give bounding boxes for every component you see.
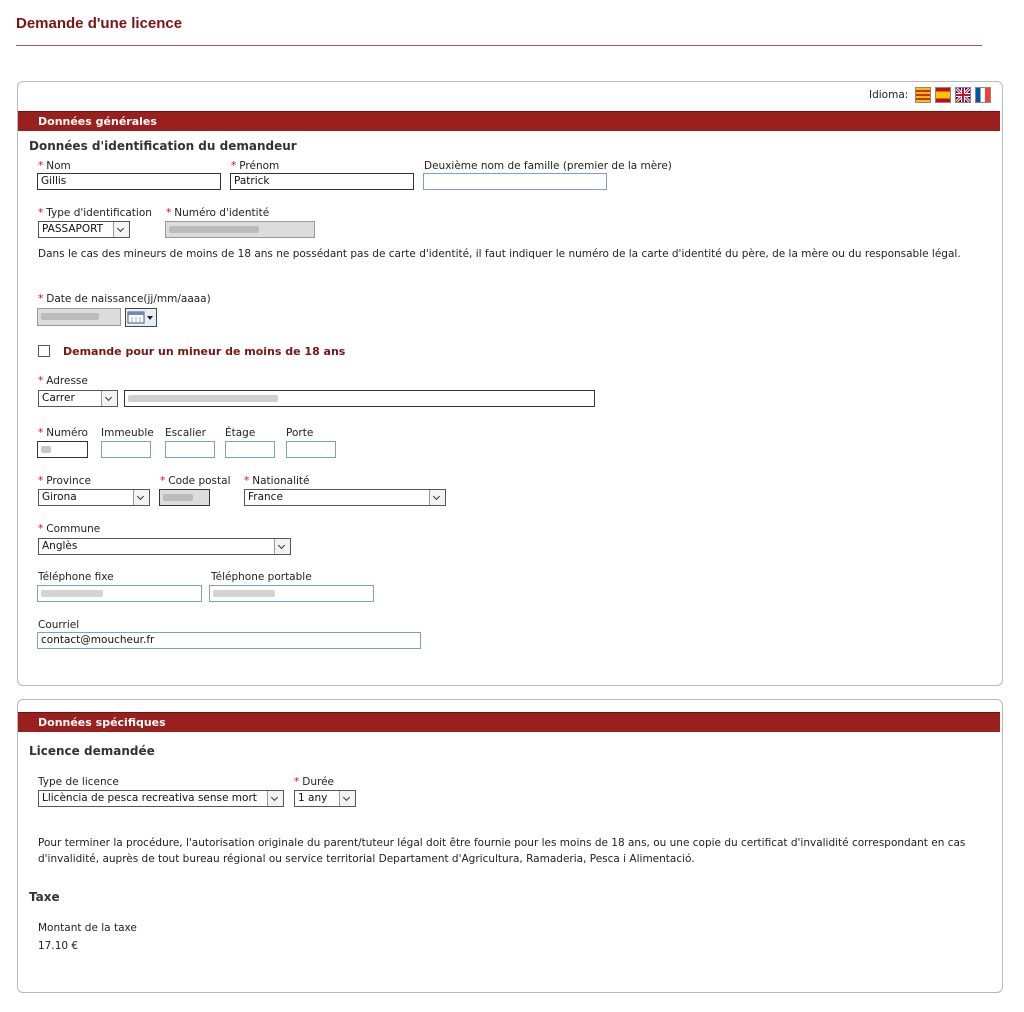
type-identification-label: * Type d'identification (38, 207, 152, 219)
procedure-note: Pour terminer la procédure, l'autorisation originale du parent/tuteur légal doit être fournie pour les moins de 18 ans, ou une copie du certificat d'invalidité correspondant en cas d'invalidité, auprès de tout bureau régional ou service territorial Departament d'Agricultura, Ramaderia, Pesca i Alimentació. (38, 837, 966, 865)
telephone-fixe-input[interactable] (37, 585, 202, 602)
nationalite-select[interactable] (244, 489, 446, 506)
page-title: Demande d'une licence (16, 15, 183, 32)
escalier-label: Escalier (165, 427, 206, 439)
prenom-label: * Prénom (231, 160, 280, 172)
adresse-type-select[interactable] (38, 390, 118, 407)
title-divider (16, 45, 982, 46)
commune-value: Anglès (42, 540, 78, 552)
chevron-down-icon (133, 490, 149, 505)
duree-label: * Durée (294, 776, 334, 788)
nom-input[interactable]: Gillis (37, 173, 221, 190)
chevron-down-icon (339, 791, 355, 806)
chevron-down-icon (101, 391, 117, 406)
telephone-portable-label: Téléphone portable (211, 571, 312, 583)
immeuble-label: Immeuble (101, 427, 154, 439)
minor-request-label[interactable]: Demande pour un mineur de moins de 18 ans (63, 345, 346, 358)
etage-input[interactable] (225, 441, 275, 458)
province-label: * Province (38, 475, 91, 487)
chevron-down-icon (429, 490, 445, 505)
prenom-input[interactable]: Patrick (230, 173, 414, 190)
spanish-flag-icon[interactable] (935, 87, 951, 103)
commune-label: * Commune (38, 523, 101, 535)
montant-taxe-value: 17.10 € (38, 940, 79, 952)
type-licence-label: Type de licence (38, 776, 119, 788)
province-select[interactable] (38, 489, 150, 506)
chevron-down-icon (274, 539, 290, 554)
montant-taxe-label: Montant de la taxe (38, 922, 137, 934)
duree-select[interactable] (294, 790, 356, 807)
telephone-fixe-label: Téléphone fixe (38, 571, 114, 583)
escalier-input[interactable] (165, 441, 215, 458)
type-identification-select[interactable] (38, 221, 130, 238)
numero-input[interactable] (37, 441, 88, 458)
minor-request-checkbox[interactable] (38, 345, 50, 357)
commune-select[interactable] (38, 538, 291, 555)
type-identification-value: PASSAPORT (42, 223, 104, 235)
specific-data-header: Données spécifiques (18, 712, 1000, 732)
deuxieme-nom-label: Deuxième nom de famille (premier de la mère) (424, 160, 672, 172)
licence-demandee-subtitle: Licence demandée (29, 744, 155, 758)
adresse-street-input[interactable] (124, 390, 595, 407)
code-postal-input[interactable] (159, 489, 210, 506)
date-naissance-input[interactable] (37, 308, 121, 326)
numero-label: * Numéro (38, 427, 88, 439)
uk-flag-icon[interactable] (955, 87, 971, 103)
code-postal-label: * Code postal (160, 475, 231, 487)
catalan-flag-icon[interactable] (915, 87, 931, 103)
nationalite-value: France (248, 491, 283, 503)
nationalite-label: * Nationalité (244, 475, 310, 487)
general-data-header: Données générales (18, 111, 1000, 131)
french-flag-icon[interactable] (975, 87, 991, 103)
minor-id-note: Dans le cas des mineurs de moins de 18 ans ne possédant pas de carte d'identité, il faut indiquer le numéro de la carte d'identité du père, de la mère ou du responsable légal. (38, 248, 961, 260)
courriel-label: Courriel (38, 619, 80, 631)
numero-identite-input[interactable] (165, 221, 315, 238)
adresse-type-value: Carrer (42, 392, 75, 404)
type-licence-value: Llicència de pesca recreativa sense mort (42, 792, 257, 804)
calendar-button[interactable] (125, 308, 157, 327)
numero-identite-label: * Numéro d'identité (166, 207, 270, 219)
adresse-label: * Adresse (38, 375, 88, 387)
language-label: Idioma: (869, 89, 909, 101)
telephone-portable-input[interactable] (209, 585, 374, 602)
type-licence-select[interactable] (38, 790, 284, 807)
deuxieme-nom-input[interactable] (423, 173, 607, 190)
calendar-icon (126, 309, 156, 326)
etage-label: Étage (225, 427, 256, 439)
chevron-down-icon (267, 791, 283, 806)
porte-input[interactable] (286, 441, 336, 458)
date-naissance-label: * Date de naissance(jj/mm/aaaa) (38, 293, 211, 305)
immeuble-input[interactable] (101, 441, 151, 458)
courriel-input[interactable]: contact@moucheur.fr (37, 632, 421, 649)
duree-value: 1 any (298, 792, 328, 804)
taxe-title: Taxe (29, 890, 60, 904)
nom-label: * Nom (38, 160, 71, 172)
province-value: Girona (42, 491, 77, 503)
porte-label: Porte (286, 427, 314, 439)
applicant-id-subtitle: Données d'identification du demandeur (29, 139, 297, 153)
chevron-down-icon (113, 222, 129, 237)
